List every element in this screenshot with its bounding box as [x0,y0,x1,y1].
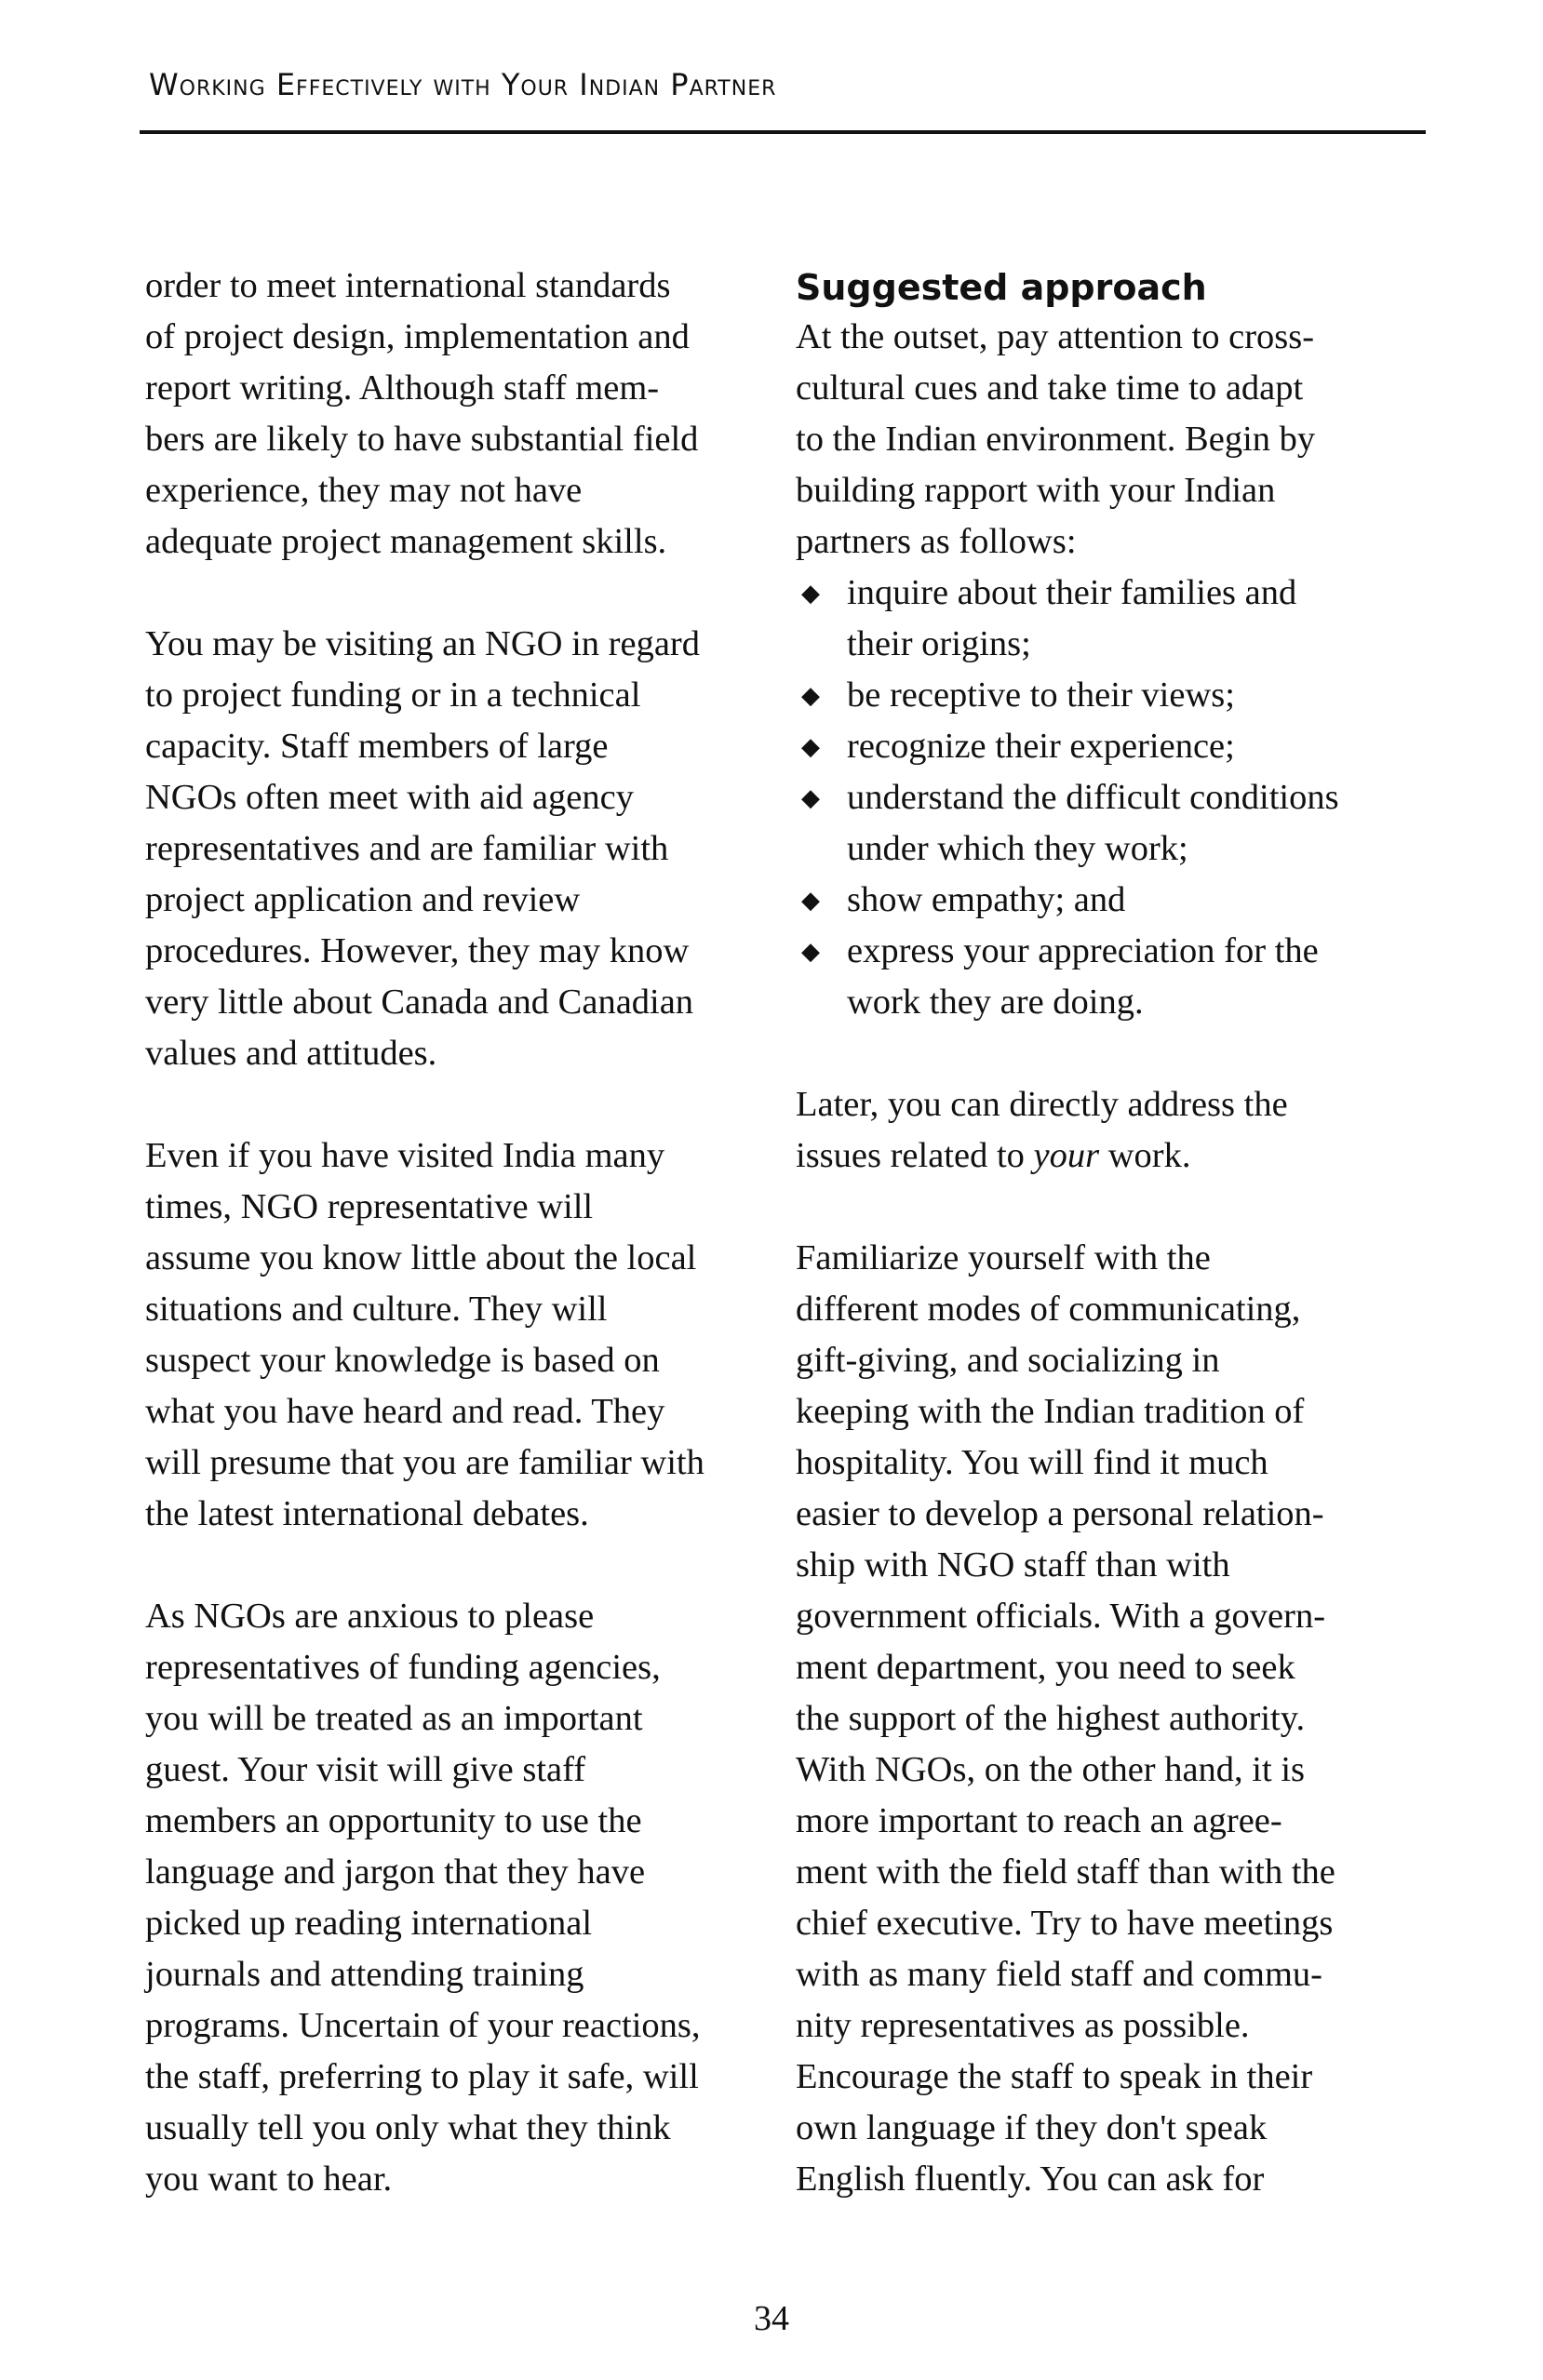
text-line: representatives of funding agencies, [145,1648,661,1687]
text-line [796,1130,1429,1182]
paragraph-later [796,1079,1429,1182]
text-line: report writing. Although staff mem- [145,368,660,408]
bullet-continuation: their origins; [847,624,1031,663]
paragraph-visiting-ngo [145,619,778,1079]
text-line: ship with NGO staff than with [796,1545,1230,1584]
page-number: 34 [754,2299,789,2338]
text-line: different modes of communicating, [796,1290,1301,1329]
text-run: issues related to [796,1136,1034,1175]
text-line: With NGOs, on the other hand, it is [796,1750,1306,1789]
text-line: order to meet international standards [145,266,671,305]
text-line: of project design, implementation and [145,317,690,356]
text-line: more important to reach an agree- [796,1801,1282,1840]
text-line: will presume that you are familiar with [145,1443,704,1482]
diamond-bullet-icon: ◆ [801,887,820,914]
text-line: representatives and are familiar with [145,829,669,868]
diamond-bullet-icon: ◆ [801,682,820,709]
text-line: picked up reading international [145,1904,593,1943]
text-line: programs. Uncertain of your reactions, [145,2006,701,2045]
text-line: you will be treated as an important [145,1699,643,1738]
left-column [145,261,778,2205]
text-line: Even if you have visited India many [145,1136,665,1175]
text-line: what you have heard and read. They [145,1392,665,1431]
text-line: situations and culture. They will [145,1290,608,1329]
text-line: Later, you can directly address the [796,1085,1288,1124]
emphasis-your: your [1033,1136,1100,1175]
text-line: the latest international debates. [145,1494,589,1533]
bullet-text: be receptive to their views; [847,675,1235,715]
text-line: nity representatives as possible. [796,2006,1250,2045]
bullet-text: inquire about their families and [847,573,1297,612]
diamond-bullet-icon: ◆ [801,784,820,811]
right-column [796,261,1429,2205]
bullet-item [796,670,1429,721]
paragraph-gap [145,1079,778,1130]
paragraph-at-the-outset [796,312,1429,568]
text-line: language and jargon that they have [145,1852,646,1892]
bullet-list [796,568,1429,1028]
text-line: capacity. Staff members of large [145,727,609,766]
bullet-text: recognize their experience; [847,727,1235,766]
text-line: procedures. However, they may know [145,931,690,970]
text-run: work. [1099,1136,1191,1175]
paragraph-visited-india [145,1130,778,1540]
bullet-text: express your appreciation for the [847,931,1319,970]
section-heading: Suggested approach [796,267,1207,308]
paragraph-anxious-to-please [145,1591,778,2205]
text-line: project application and review [145,880,581,919]
paragraph-gap [796,1182,1429,1233]
text-line: ment with the field staff than with the [796,1852,1335,1892]
text-line: times, NGO representative will [145,1187,594,1226]
bullet-item [796,926,1429,977]
paragraph-gap [796,1028,1429,1079]
text-line: experience, they may not have [145,471,583,510]
text-line: you want to hear. [145,2159,393,2199]
text-line: building rapport with your Indian [796,471,1276,510]
diamond-bullet-icon: ◆ [801,580,820,607]
bullet-item [796,721,1429,772]
text-line: to the Indian environment. Begin by [796,420,1316,459]
text-line: ment department, you need to seek [796,1648,1295,1687]
text-line: bers are likely to have substantial field [145,420,699,459]
text-line: Familiarize yourself with the [796,1238,1211,1277]
text-line: gift-giving, and socializing in [796,1341,1220,1380]
header-rule [140,130,1426,134]
paragraph-project-standards [145,261,778,568]
text-line: journals and attending training [145,1955,584,1994]
text-line: At the outset, pay attention to cross- [796,317,1315,356]
diamond-bullet-icon: ◆ [801,938,820,965]
text-line: guest. Your visit will give staff [145,1750,586,1789]
text-line: partners as follows: [796,522,1077,561]
text-line: with as many field staff and commu- [796,1955,1322,1994]
text-line: usually tell you only what they think [145,2108,671,2147]
text-line: keeping with the Indian tradition of [796,1392,1305,1431]
bullet-item [796,875,1429,926]
text-line: the staff, preferring to play it safe, will [145,2057,699,2096]
text-line: English fluently. You can ask for [796,2159,1265,2199]
text-line: to project funding or in a technical [145,675,641,715]
text-line: As NGOs are anxious to please [145,1597,595,1636]
bullet-continuation: work they are doing. [847,983,1144,1022]
text-line: own language if they don't speak [796,2108,1268,2147]
text-line: very little about Canada and Canadian [145,983,694,1022]
text-line: suspect your knowledge is based on [145,1341,660,1380]
text-line: You may be visiting an NGO in regard [145,624,700,663]
text-line: cultural cues and take time to adapt [796,368,1304,408]
paragraph-gap [145,568,778,619]
bullet-text: show empathy; and [847,880,1126,919]
bullet-continuation: under which they work; [847,829,1188,868]
text-line: adequate project management skills. [145,522,667,561]
text-line: Encourage the staff to speak in their [796,2057,1313,2096]
paragraph-gap [145,1540,778,1591]
paragraph-familiarize [796,1233,1429,2205]
bullet-item [796,772,1429,823]
text-line: assume you know little about the local [145,1238,697,1277]
text-line: government officials. With a govern- [796,1597,1326,1636]
text-line: members an opportunity to use the [145,1801,642,1840]
bullet-item [796,568,1429,619]
text-line: values and attitudes. [145,1034,437,1073]
text-line: the support of the highest authority. [796,1699,1306,1738]
text-line: chief executive. Try to have meetings [796,1904,1334,1943]
bullet-text: understand the difficult conditions [847,778,1339,817]
running-head: Working Effectively with Your Indian Partner [149,67,777,102]
text-line: easier to develop a personal relation- [796,1494,1324,1533]
text-line: NGOs often meet with aid agency [145,778,634,817]
diamond-bullet-icon: ◆ [801,733,820,760]
text-line: hospitality. You will find it much [796,1443,1268,1482]
